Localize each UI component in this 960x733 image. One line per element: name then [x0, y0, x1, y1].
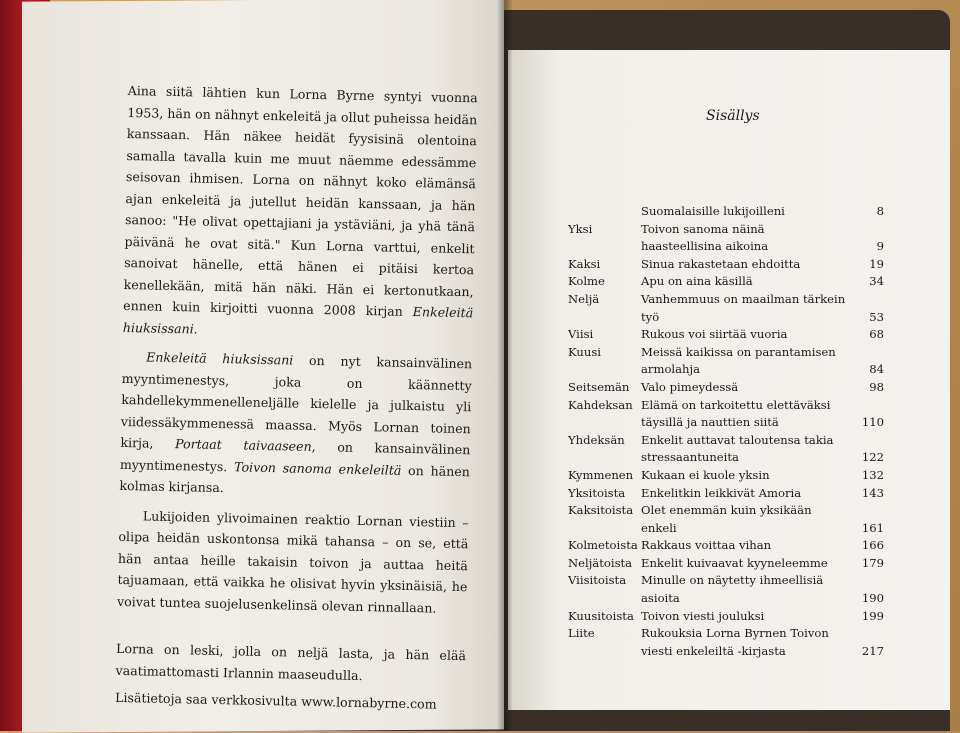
paragraph-1: Aina siitä lähtien kun Lorna Byrne syntyi vuonna 1953, hän on nähnyt enkeleitä ja ollut puheissa heidän kanssaan. Hän näkee heidät fyysisinä olentoina samalla tavalla kuin me muut näemme edessämme seisovan ihmisen. Lorna on nähnyt koko elämänsä ajan enkeleitä ja jutellut heidän kanssaan, ja hän sanoo: "He olivat opettajiani ja ystäviäni, ja yhä tänä päivänä he ovat sitä." Kun Lorna varttui, enkelit sanoivat hänelle, että hänen ei pitäisi kertoa kenellekään, mitä hän näki. Hän ei kertonutkaan, ennen kuin kirjoitti vuonna 2008 kirjan Enkeleitä hiuksissani.	[122, 82, 478, 337]
toc-chapter-number: Liite	[568, 626, 595, 641]
toc-row	[568, 625, 884, 660]
toc-page-number: 68	[869, 327, 884, 342]
toc-chapter-number: Neljätoista	[568, 555, 633, 570]
toc-row	[568, 379, 884, 397]
toc-page-number: 84	[869, 362, 884, 377]
toc-row	[568, 344, 884, 379]
toc-chapter-number: Seitsemän	[568, 379, 630, 394]
toc-page-number: 143	[861, 485, 884, 500]
toc-page-number: 110	[861, 415, 884, 430]
toc-row	[568, 555, 884, 573]
toc-page-number: 199	[861, 608, 884, 623]
paragraph-4: Lorna on leski, jolla on neljä lasta, ja hän elää vaatimattomasti Irlannin maaseudulla.	[115, 640, 467, 683]
toc-page-number: 9	[876, 239, 884, 254]
toc-row	[568, 572, 884, 607]
toc-chapter-title: Toivon viesti jouluksi	[641, 608, 765, 623]
paragraph-3: Lukijoiden ylivoimainen reaktio Lornan viestiin – olipa heidän uskontonsa mikä tahansa – on se, että hän antaa heille takaisin toivon ja auttaa heitä tajuamaan, että vaikka he olisivat hyvin yksinäisiä, he voivat tuntea suojelusenkelinsä olevan rinnallaan.	[116, 507, 469, 616]
toc-chapter-number: Viisitoista	[568, 573, 627, 588]
left-page-text	[115, 80, 478, 716]
toc-page-number: 132	[861, 467, 884, 482]
toc-row	[568, 273, 884, 291]
toc-chapter-title: Rukouksia Lorna Byrnen Toivon viesti enkeleiltä -kirjasta	[641, 626, 829, 658]
toc-heading: Sisällys	[706, 108, 760, 124]
toc-chapter-title: Vanhemmuus on maailman tärkein työ	[641, 291, 846, 324]
toc-page-number: 53	[869, 309, 884, 324]
toc-row	[568, 608, 884, 626]
toc-row	[568, 502, 884, 537]
toc-page-number: 161	[861, 520, 884, 535]
toc-row	[568, 326, 884, 344]
toc-page-number: 166	[861, 538, 884, 553]
toc-chapter-number: Yksitoista	[568, 485, 626, 500]
toc-chapter-title: Minulle on näytetty ihmeellisiä asioita	[641, 573, 824, 606]
toc-chapter-number: Kaksi	[568, 256, 601, 271]
toc-chapter-title: Suomalaisille lukijoilleni	[641, 204, 785, 218]
toc-chapter-title: Enkelit auttavat taloutensa takia stressaantuneita	[641, 432, 834, 465]
paragraph-5: Lisätietoja saa verkkosivulta www.lornabyrne.com	[114, 689, 437, 712]
toc-page-number: 122	[861, 450, 884, 465]
toc-chapter-title: Olet enemmän kuin yksikään enkeli	[641, 503, 812, 535]
toc-chapter-number: Kymmenen	[568, 467, 634, 482]
toc-chapter-title: Sinua rakastetaan ehdoitta	[641, 256, 801, 271]
toc-page-number: 190	[861, 591, 884, 606]
toc-chapter-number: Kuusi	[568, 344, 601, 359]
toc-row	[568, 397, 884, 432]
toc-row	[568, 221, 884, 256]
toc-row	[568, 203, 884, 221]
toc-row	[568, 432, 884, 467]
toc-row	[568, 485, 884, 503]
toc-chapter-number: Kaksitoista	[568, 503, 634, 518]
toc-chapter-title: Meissä kaikissa on parantamisen armolahja	[641, 344, 836, 377]
toc-row	[568, 291, 884, 326]
toc-chapter-title: Enkelit kuivaavat kyyneleemme	[641, 555, 828, 570]
toc-chapter-number: Yhdeksän	[568, 432, 625, 447]
toc-chapter-number: Neljä	[568, 291, 600, 306]
book-gutter	[498, 0, 512, 731]
toc-chapter-title: Kukaan ei kuole yksin	[641, 467, 770, 482]
toc-row	[568, 467, 884, 485]
toc-page-number: 98	[869, 379, 884, 394]
toc-page-number: 8	[876, 204, 884, 218]
toc-chapter-title: Apu on aina käsillä	[641, 274, 753, 289]
toc-chapter-number: Yksi	[568, 221, 593, 236]
toc-chapter-title: Toivon sanoma näinä haasteellisina aikoina	[641, 221, 769, 254]
toc-chapter-title: Valo pimeydessä	[641, 379, 739, 394]
toc-chapter-number: Kolme	[568, 274, 605, 289]
toc-chapter-title: Rukous voi siirtää vuoria	[641, 327, 788, 342]
toc-page-number: 19	[869, 256, 884, 271]
toc-chapter-number: Kahdeksan	[568, 397, 633, 412]
toc-chapter-number	[568, 203, 641, 221]
toc-chapter-title: Elämä on tarkoitettu elettäväksi täysillä ja nauttien siitä	[641, 397, 831, 430]
toc-page-number: 217	[861, 643, 884, 658]
toc-chapter-number: Viisi	[568, 327, 594, 342]
toc-chapter-number: Kuusitoista	[568, 608, 634, 623]
toc-row	[568, 256, 884, 274]
toc-chapter-title: Enkelitkin leikkivät Amoria	[641, 485, 802, 500]
toc-row	[568, 537, 884, 555]
toc-chapter-title: Rakkaus voittaa vihan	[641, 538, 772, 553]
toc-page-number: 179	[861, 555, 884, 570]
toc-page-number: 34	[869, 274, 884, 289]
paragraph-2: Enkeleitä hiuksissani on nyt kansainvälinen myyntimenestys, joka on käännetty kahdellekymmenelleneljälle kielelle ja julkaistu yli viidessäkymmenessä maassa. Myös Lornan toinen kirja, Portaat taivaaseen, on kansainvälinen myyntimenestys. Toivon sanoma enkeleiltä on hänen kolmas kirjansa.	[119, 349, 473, 496]
table-of-contents	[568, 203, 884, 660]
toc-chapter-number: Kolmetoista	[568, 538, 638, 553]
